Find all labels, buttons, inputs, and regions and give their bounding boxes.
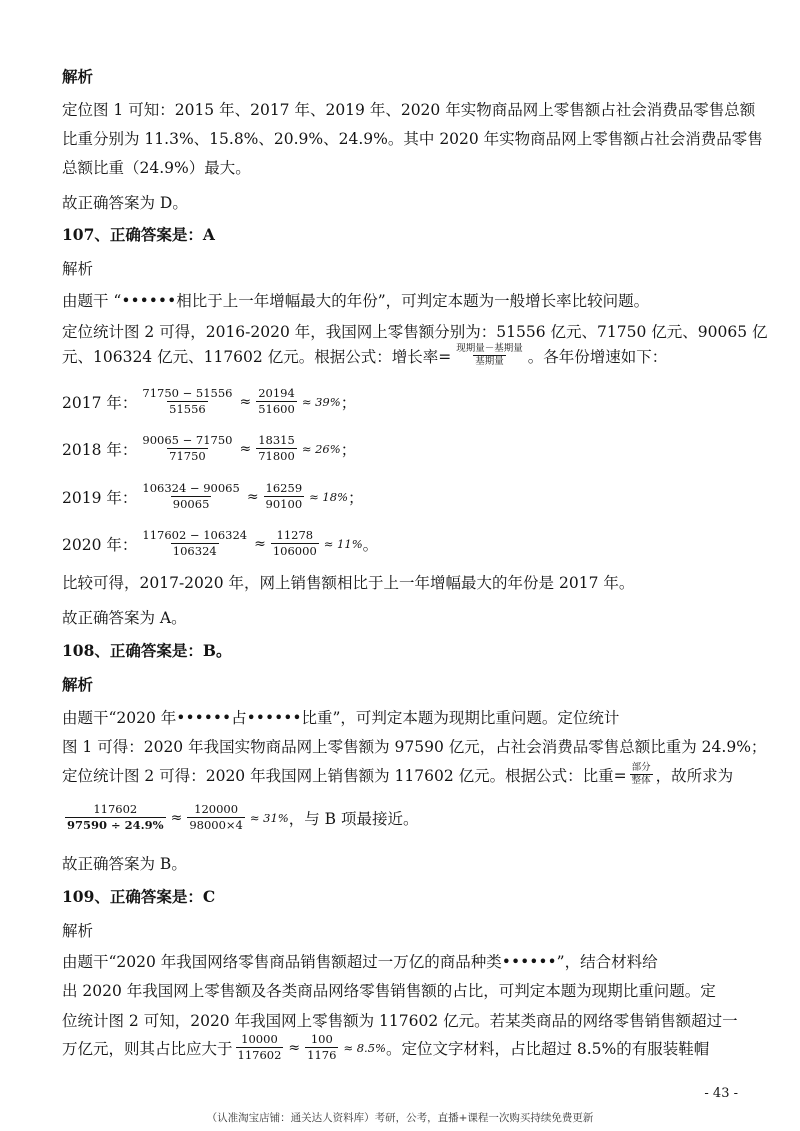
paragraph-line: 定位统计图 2 可得，2016-2020 年，我国网上零售额分别为：51556 亿元、71750 亿元、90065 亿 [62,323,768,341]
paragraph-text: 。定位文字材料，占比超过 8.5%的有服装鞋帽 [385,1039,710,1058]
paragraph-text: 元、106324 亿元、117602 亿元。根据公式：增长率= [62,347,452,366]
punctuation: ； [340,393,357,412]
approx-sign: ≈ [170,809,183,826]
section-heading: 解析 [62,675,94,694]
fraction-denominator: 51600 [258,402,295,416]
fraction-numerator: 18315 [258,433,295,447]
formula-denominator: 基期量 [475,356,504,367]
fraction-numerator: 16259 [265,481,303,495]
result-value: ≈ 11% [323,536,363,551]
paragraph-line: 定位图 1 可知：2015 年、2017 年、2019 年、2020 年实物商品网上零售额占社会消费品零售总额 [62,101,756,119]
paragraph-text: ，与 B 项最接近。 [288,809,419,828]
question-title: 107、正确答案是：A [62,225,215,244]
paragraph-line: 由题干 “••••••相比于上一年增幅最大的年份”，可判定本题为一般增长率比较问题。 [62,292,650,310]
approx-sign: ≈ [246,488,259,505]
formula-numerator: 部分 [631,762,651,773]
fraction-denominator: 97590 ÷ 24.9% [67,818,164,832]
conclusion-line: 比较可得，2017-2020 年，网上销售额相比于上一年增幅最大的年份是 2017 年。 [62,574,635,592]
formula-line [62,762,733,787]
approx-sign: ≈ [288,1039,301,1056]
paragraph-line: 图 1 可得：2020 年我国实物商品网上零售额为 97590 亿元，占社会消费品零售总额比重为 24.9%； [62,738,767,756]
growth-rate-formula [454,343,525,368]
paragraph-line: 总额比重（24.9%）最大。 [62,159,251,177]
year-label: 2019 年： [62,488,138,507]
fraction [256,433,297,464]
fraction [271,528,319,559]
calc-row-2019 [62,481,364,512]
fraction-denominator: 71750 [169,449,206,463]
paragraph-line: 位统计图 2 可知，2020 年我国网上零售额为 117602 亿元。若某类商品的网络零售销售额超过一 [62,1012,738,1030]
question-title: 108、正确答案是：B。 [62,641,232,660]
paragraph-text: 定位统计图 2 可得：2020 年我国网上销售额为 117602 亿元。根据公式：比重= [62,766,627,785]
fraction-numerator: 120000 [194,802,239,816]
fraction-denominator: 51556 [169,402,206,416]
fraction-numerator: 11278 [276,528,314,542]
calc-row [62,802,418,833]
fraction-numerator: 10000 [241,1032,278,1046]
year-label: 2018 年： [62,440,138,459]
fraction-denominator: 90100 [265,497,303,511]
result-value: ≈ 26% [301,441,341,456]
result-value: ≈ 39% [301,394,341,409]
fraction [305,1032,338,1063]
fraction [140,386,234,417]
fraction-numerator: 90065 − 71750 [142,433,233,447]
approx-sign: ≈ [239,393,252,410]
paragraph-text: 万亿元，则其占比应大于 [62,1039,233,1058]
fraction [256,386,297,417]
fraction [140,433,234,464]
punctuation: ； [348,488,364,507]
fraction [140,481,241,512]
answer-line: 故正确答案为 D。 [62,194,188,212]
page-footer: （认准淘宝店铺：通关达人资料库）考研，公考，直播+课程一次购买持续免费更新 [206,1112,594,1124]
fraction [236,1032,284,1063]
fraction [65,802,166,833]
fraction-numerator: 20194 [258,386,295,400]
answer-line: 故正确答案为 A。 [62,609,187,627]
answer-line: 故正确答案为 B。 [62,855,187,873]
section-heading: 解析 [62,922,94,940]
formula-line [62,343,667,368]
paragraph-text: ，故所求为 [655,766,734,785]
year-label: 2020 年： [62,535,138,554]
page-number: - 43 - [704,1086,738,1101]
calc-row-2020 [62,528,378,559]
fraction-denominator: 98000×4 [189,818,243,832]
fraction-denominator: 90065 [172,497,210,511]
fraction-denominator: 1176 [307,1048,337,1062]
paragraph-line: 出 2020 年我国网上零售额及各类商品网络零售销售额的占比，可判定本题为现期比重问题。定 [62,982,716,1000]
fraction-denominator: 71800 [258,449,295,463]
question-title: 109、正确答案是：C [62,887,216,906]
fraction-numerator: 117602 − 106324 [142,528,248,542]
formula-line [62,1032,709,1063]
calc-row-2018 [62,433,356,464]
fraction-numerator: 71750 − 51556 [142,386,233,400]
section-heading: 解析 [62,260,94,278]
result-value: ≈ 31% [249,810,289,825]
approx-sign: ≈ [239,440,252,457]
paragraph-line: 由题干“2020 年我国网络零售商品销售额超过一万亿的商品种类••••••”，结合材料给 [62,953,658,971]
fraction-denominator: 117602 [237,1048,282,1062]
fraction [140,528,249,559]
ratio-formula [630,762,653,787]
calc-row-2017 [62,386,356,417]
fraction-denominator: 106000 [272,544,317,558]
paragraph-line: 由题干“2020 年••••••占••••••比重”，可判定本题为现期比重问题。定位统计 [62,709,620,727]
formula-denominator: 整体 [631,775,651,786]
punctuation: 。 [362,535,379,554]
result-value: ≈ 18% [309,489,348,504]
result-value: ≈ 8.5% [343,1040,386,1055]
paragraph-line: 比重分别为 11.3%、15.8%、20.9%、24.9%。其中 2020 年实物商品网上零售额占社会消费品零售 [62,130,763,148]
fraction [264,481,305,512]
year-label: 2017 年： [62,393,138,412]
fraction-numerator: 106324 − 90065 [142,481,240,495]
approx-sign: ≈ [254,535,266,552]
formula-numerator: 现期量－基期量 [456,343,523,354]
fraction-numerator: 100 [310,1032,333,1046]
fraction-denominator: 106324 [172,544,217,558]
fraction-numerator: 117602 [93,802,138,816]
punctuation: ； [340,440,357,459]
section-heading: 解析 [62,67,94,86]
paragraph-text: 。各年份增速如下： [527,347,668,366]
fraction [187,802,245,833]
